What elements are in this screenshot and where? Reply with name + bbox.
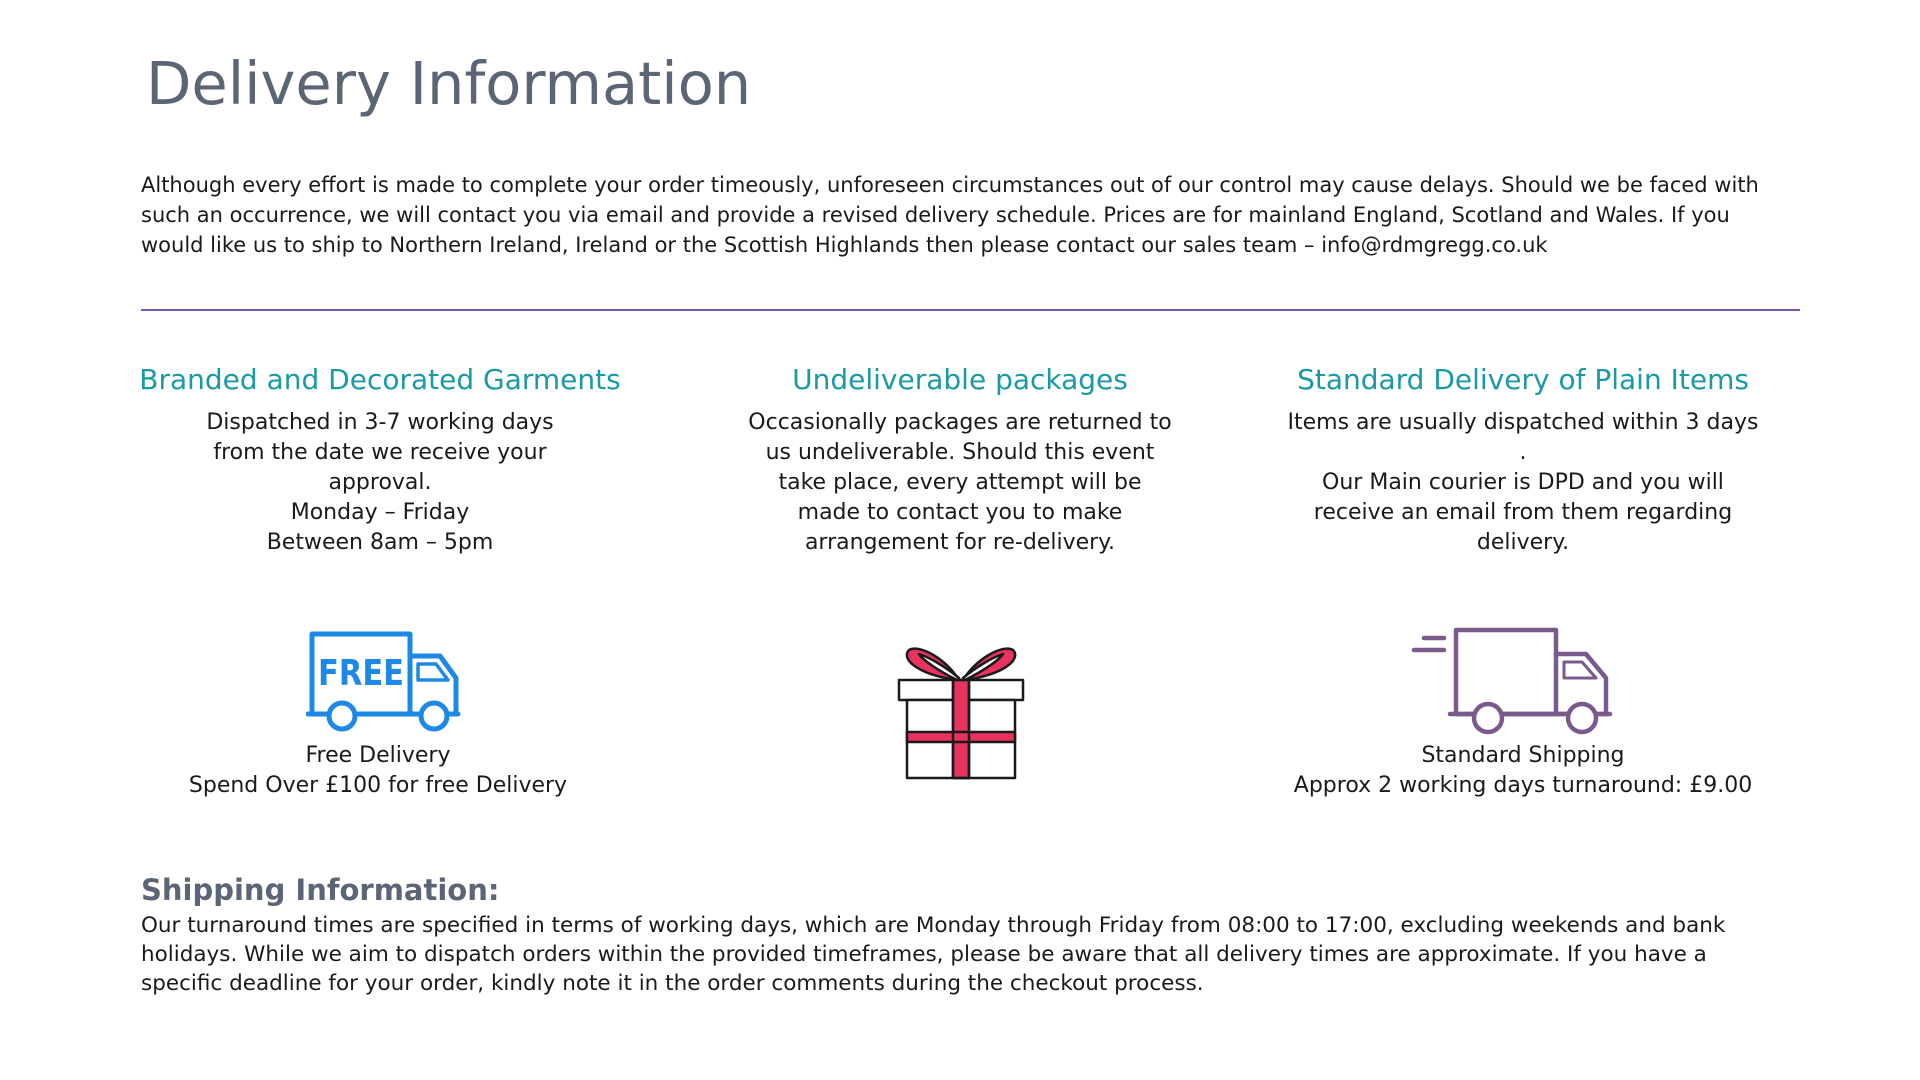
free-label: FREE: [318, 653, 404, 694]
text-line: made to contact you to make: [797, 500, 1123, 525]
standard-delivery-text: [1283, 408, 1763, 558]
text-line: Between 8am – 5pm: [266, 530, 494, 555]
free-delivery-threshold: Spend Over £100 for free Delivery: [188, 773, 568, 798]
text-line: Dispatched in 3-7 working days: [206, 410, 554, 435]
text-line: Our Main courier is DPD and you will: [1322, 470, 1724, 495]
text-line: Monday – Friday: [290, 500, 470, 525]
free-delivery-label: Free Delivery: [305, 743, 451, 768]
branded-garments-heading: Branded and Decorated Garments: [139, 363, 621, 396]
standard-delivery-section: [1243, 362, 1803, 558]
page-title: Delivery Information: [146, 49, 752, 118]
text-line: take place, every attempt will be: [778, 470, 1142, 495]
standard-shipping-price: Approx 2 working days turnaround: £9.00: [1293, 773, 1753, 798]
branded-garments-text: [200, 408, 560, 558]
undeliverable-packages-heading: Undeliverable packages: [792, 363, 1128, 396]
text-line: arrangement for re-delivery.: [804, 530, 1116, 555]
intro-paragraph: Although every effort is made to complete your order timeously, unforeseen circumstances out of our control may cause delays. Should we be faced with such an occurrence, we will contact you via email and provide a revised delivery schedule. Prices are for mainland England, Scotland and Wales. If you would like us to ship to Northern Ireland, Ireland or the Scottish Highlands then please contact our sales team – info@rdmgregg.co.uk: [141, 173, 1759, 257]
undeliverable-packages-section: [680, 362, 1240, 558]
standard-shipping-caption: [1243, 741, 1803, 801]
branded-garments-section: [100, 362, 660, 558]
free-delivery-caption: [98, 741, 658, 801]
text-line: approval.: [328, 470, 432, 495]
delivery-truck-icon: [1410, 624, 1616, 736]
text-line: from the date we receive your: [213, 440, 547, 465]
text-line: delivery.: [1476, 530, 1570, 555]
shipping-information-heading: Shipping Information:: [141, 873, 500, 907]
undeliverable-packages-text: [745, 408, 1175, 558]
free-delivery-truck-icon: [306, 630, 462, 734]
text-line: Occasionally packages are returned to: [748, 410, 1172, 435]
text-line: us undeliverable. Should this event: [765, 440, 1155, 465]
standard-delivery-heading: Standard Delivery of Plain Items: [1297, 363, 1749, 396]
text-line: receive an email from them regarding: [1313, 500, 1733, 525]
section-divider: [141, 309, 1800, 311]
standard-shipping-label: Standard Shipping: [1421, 743, 1625, 768]
shipping-information-text: Our turnaround times are specified in terms of working days, which are Monday through Friday from 08:00 to 17:00, excluding weekends and bank holidays. While we aim to dispatch orders within the provided timeframes, please be aware that all delivery times are approximate. If you have a specific deadline for your order, kindly note it in the order comments during the checkout process.: [141, 913, 1726, 996]
gift-box-icon: [897, 640, 1025, 780]
text-line: Items are usually dispatched within 3 days .: [1287, 410, 1759, 465]
